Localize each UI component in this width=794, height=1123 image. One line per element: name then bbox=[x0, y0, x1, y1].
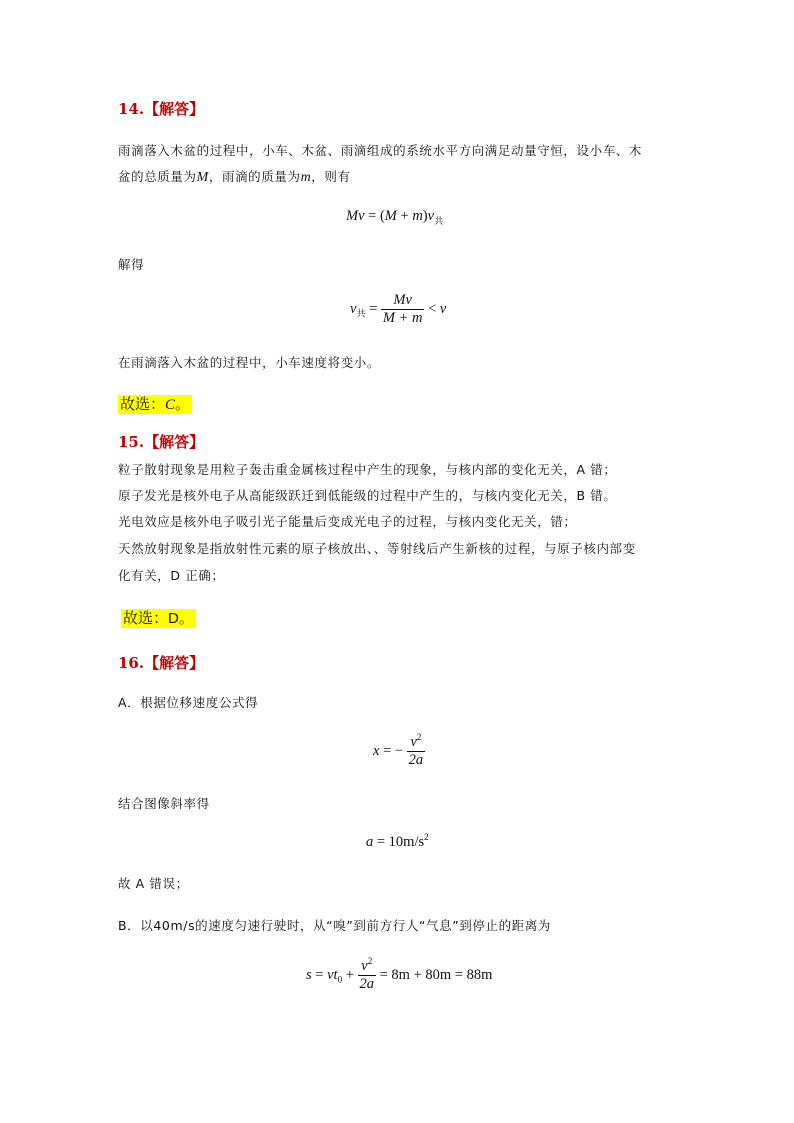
eq-fraction bbox=[407, 734, 426, 769]
fraction-denominator: 2a bbox=[359, 976, 374, 992]
eq-fraction bbox=[381, 292, 425, 327]
q14-heading: 14.【解答】 bbox=[118, 100, 205, 118]
eq-term: m bbox=[412, 208, 423, 224]
q16-slope-label: 结合图像斜率得 bbox=[118, 796, 210, 811]
eq-term: v bbox=[361, 958, 368, 974]
answer-text: 故选： bbox=[120, 396, 166, 413]
eq-fraction bbox=[358, 958, 377, 993]
eq-term: < bbox=[424, 300, 440, 317]
eq-term: v bbox=[439, 300, 447, 317]
eq-term: = bbox=[311, 966, 328, 983]
fraction-numerator bbox=[358, 958, 377, 976]
q15-answer bbox=[121, 607, 196, 628]
eq-subscript: 共 bbox=[434, 215, 444, 226]
var-M: M bbox=[196, 170, 209, 185]
q15-line1: 粒子散射现象是用粒子轰击重金属核过程中产生的现象，与核内部的变化无关，A 错； bbox=[118, 462, 617, 477]
eq-term: M bbox=[384, 208, 397, 224]
eq-term: = 8m + 80m = 88m bbox=[376, 966, 493, 983]
var-m: m bbox=[300, 170, 312, 185]
q16-heading: 16.【解答】 bbox=[118, 654, 205, 672]
q16-partB: B．以40m/s的速度匀速行驶时，从“嗅”到前方行人“气息”到停止的距离为 bbox=[118, 918, 551, 933]
q14-paragraph-line1: 雨滴落入木盆的过程中，小车、木盆、雨滴组成的系统水平方向满足动量守恒，设小车、木 bbox=[118, 143, 643, 158]
fraction-numerator: Mv bbox=[381, 292, 425, 310]
equation-acceleration bbox=[366, 834, 429, 851]
eq-term: v bbox=[427, 208, 435, 224]
eq-superscript: 2 bbox=[424, 832, 429, 843]
q14-text: ，则有 bbox=[311, 169, 351, 184]
q14-paragraph-line2 bbox=[118, 169, 351, 186]
q14-answer bbox=[118, 393, 192, 414]
equation-momentum bbox=[346, 208, 443, 225]
eq-subscript: 共 bbox=[356, 308, 366, 319]
eq-term: = bbox=[365, 300, 381, 317]
eq-term: + bbox=[342, 966, 358, 983]
eq-superscript: 2 bbox=[416, 732, 422, 743]
eq-term: Mv bbox=[346, 208, 365, 224]
eq-term: + bbox=[396, 208, 413, 224]
q16-partA: A．根据位移速度公式得 bbox=[118, 695, 259, 710]
q15-line4: 天然放射现象是指放射性元素的原子核放出、、等射线后产生新核的过程，与原子核内部变 bbox=[118, 541, 636, 556]
fraction-denominator: 2a bbox=[408, 752, 424, 768]
eq-term: v bbox=[410, 734, 417, 750]
eq-term: a bbox=[366, 834, 374, 850]
eq-term: = − bbox=[379, 742, 407, 759]
q14-solve-label: 解得 bbox=[118, 257, 145, 272]
equation-distance bbox=[306, 958, 492, 993]
q15-heading: 15.【解答】 bbox=[118, 433, 205, 451]
q14-text: 盆的总质量为 bbox=[118, 169, 197, 184]
q15-line2: 原子发光是核外电子从高能级跃迁到低能级的过程中产生的，与核内变化无关，B 错。 bbox=[118, 488, 617, 503]
q16-partA-result: 故 A 错误； bbox=[118, 876, 189, 891]
eq-term: = 10m/s bbox=[373, 834, 425, 850]
eq-subscript: 0 bbox=[337, 974, 343, 985]
eq-term: s bbox=[306, 966, 312, 983]
fraction-numerator bbox=[407, 734, 426, 752]
fraction-denominator: M + m bbox=[382, 310, 423, 326]
equation-velocity bbox=[350, 292, 446, 327]
eq-term: x bbox=[373, 742, 380, 759]
answer-var: C bbox=[165, 397, 176, 413]
eq-term: v bbox=[350, 300, 357, 317]
answer-highlight: 故选：D。 bbox=[123, 610, 194, 627]
q14-conclusion: 在雨滴落入木盆的过程中，小车速度将变小。 bbox=[118, 355, 381, 370]
answer-text: 。 bbox=[175, 396, 191, 413]
eq-term: vt bbox=[327, 966, 338, 983]
eq-term: ) bbox=[422, 208, 428, 224]
answer-highlight bbox=[118, 395, 192, 414]
q15-line5: 化有关，D 正确； bbox=[118, 568, 225, 583]
q15-line3: 光电效应是核外电子吸引光子能量后变成光电子的过程，与核内变化无关，错； bbox=[118, 514, 577, 529]
eq-term: = ( bbox=[364, 208, 385, 224]
equation-displacement bbox=[373, 734, 425, 769]
q14-text: ，雨滴的质量为 bbox=[208, 169, 301, 184]
eq-superscript: 2 bbox=[367, 956, 373, 967]
